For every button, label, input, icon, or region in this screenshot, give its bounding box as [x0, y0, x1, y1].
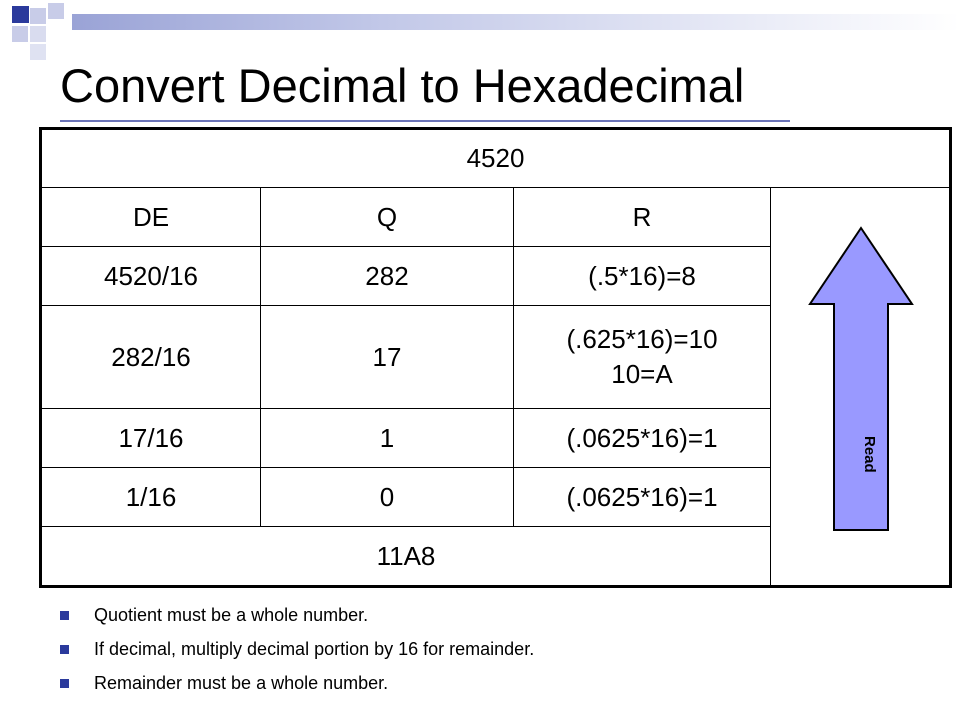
header-r: R	[514, 188, 771, 247]
title-divider	[60, 120, 790, 122]
list-item	[60, 672, 534, 706]
r-cell: (.5*16)=8	[514, 247, 771, 306]
header-gradient-bar	[72, 14, 960, 30]
decorative-square	[12, 6, 29, 23]
bullet-square-icon	[60, 645, 69, 654]
decorative-square	[30, 26, 46, 42]
q-cell: 0	[261, 468, 514, 527]
decorative-square	[30, 8, 46, 24]
result-cell: 11A8	[41, 527, 771, 587]
de-cell: 1/16	[41, 468, 261, 527]
conversion-table	[39, 127, 952, 588]
notes-list	[60, 604, 534, 706]
r-cell: (.0625*16)=1	[514, 468, 771, 527]
up-arrow-icon	[806, 224, 916, 534]
q-cell: 1	[261, 409, 514, 468]
r-cell: (.0625*16)=1	[514, 409, 771, 468]
list-item	[60, 638, 534, 672]
bullet-square-icon	[60, 611, 69, 620]
note-text: Quotient must be a whole number.	[94, 605, 369, 625]
header-q: Q	[261, 188, 514, 247]
number-cell: 4520	[41, 129, 951, 188]
q-cell: 17	[261, 306, 514, 409]
de-cell: 17/16	[41, 409, 261, 468]
de-cell: 4520/16	[41, 247, 261, 306]
read-arrow-cell	[771, 188, 951, 587]
slide-title: Convert Decimal to Hexadecimal	[60, 59, 745, 112]
decorative-square	[48, 3, 64, 19]
r-cell-line-2: 10=A	[611, 359, 673, 389]
q-cell: 282	[261, 247, 514, 306]
note-text: Remainder must be a whole number.	[94, 673, 389, 693]
header-de: DE	[41, 188, 261, 247]
read-label: Read	[861, 435, 878, 473]
decorative-square	[12, 26, 28, 42]
note-text: If decimal, multiply decimal portion by 16 for remainder.	[94, 639, 535, 659]
r-cell	[514, 306, 771, 409]
r-cell-line-1: (.625*16)=10	[566, 324, 718, 354]
de-cell: 282/16	[41, 306, 261, 409]
bullet-square-icon	[60, 679, 69, 688]
list-item	[60, 604, 534, 638]
decorative-square	[30, 44, 46, 60]
